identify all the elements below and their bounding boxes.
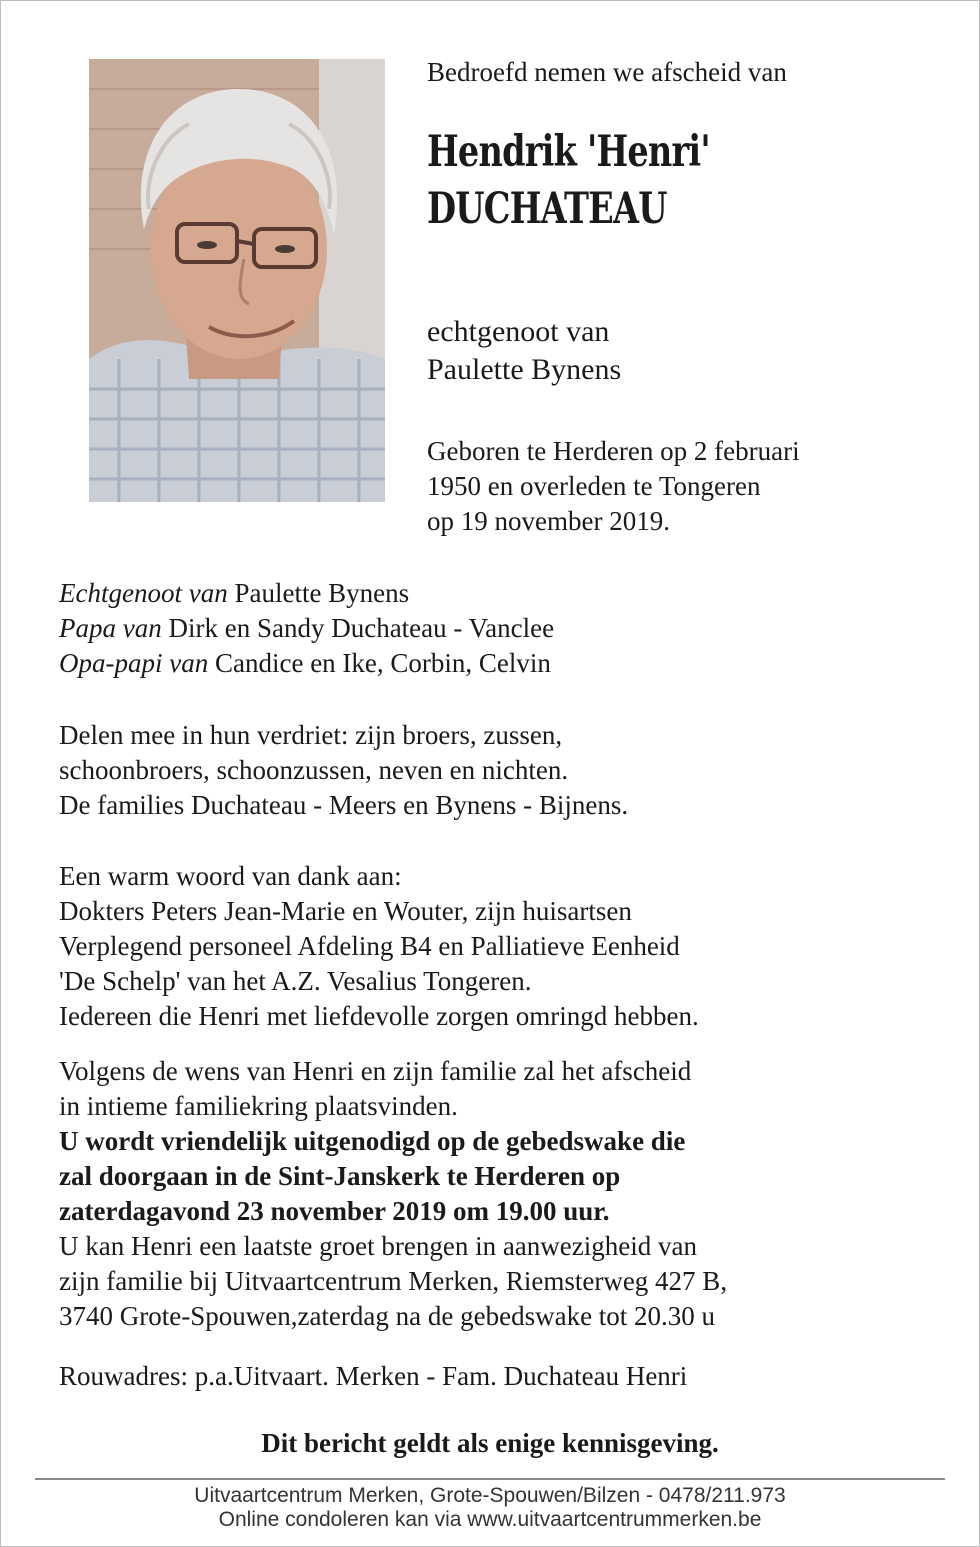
thanks-line: Verplegend personeel Afdeling B4 en Palliatieve Eenheid <box>59 931 680 961</box>
mourning-address: Rouwadres: p.a.Uitvaart. Merken - Fam. Duchateau Henri <box>59 1361 688 1391</box>
portrait-photo <box>89 59 385 502</box>
notice-text: Dit bericht geldt als enige kennisgeving. <box>261 1428 719 1458</box>
share-line: Delen mee in hun verdriet: zijn broers, zussen, <box>59 720 563 750</box>
thanks-block <box>59 859 939 1034</box>
born-line2: 1950 en overleden te Tongeren <box>427 471 761 501</box>
relation-line <box>59 611 939 646</box>
spouse-line2: Paulette Bynens <box>427 353 622 386</box>
spouse-block <box>427 313 947 389</box>
footer <box>0 1484 980 1532</box>
intro-text: Bedroefd nemen we afscheid van <box>427 57 787 87</box>
first-name: Hendrik 'Henri' <box>427 127 710 177</box>
born-line1: Geboren te Herderen op 2 februari <box>427 436 800 466</box>
relation-value: Dirk en Sandy Duchateau - Vanclee <box>161 613 555 643</box>
born-line3: op 19 november 2019. <box>427 506 670 536</box>
relation-value: Candice en Ike, Corbin, Celvin <box>208 648 551 678</box>
footer-contact: Uitvaartcentrum Merken, Grote-Spouwen/Bilzen - 0478/211.973 <box>194 1484 786 1507</box>
thanks-line: Iedereen die Henri met liefdevolle zorgen omringd hebben. <box>59 1001 699 1031</box>
thanks-line: 'De Schelp' van het A.Z. Vesalius Tongeren. <box>59 966 532 996</box>
wish-line: in intieme familiekring plaatsvinden. <box>59 1091 458 1121</box>
wish-line: Volgens de wens van Henri en zijn familie zal het afscheid <box>59 1056 692 1086</box>
relation-value: Paulette Bynens <box>227 578 410 608</box>
footer-website[interactable]: Online condoleren kan via www.uitvaartcentrummerken.be <box>218 1508 762 1531</box>
last-name: DUCHATEAU <box>427 184 667 234</box>
relation-label: Papa van <box>59 613 162 643</box>
share-line: schoonbroers, schoonzussen, neven en nichten. <box>59 755 569 785</box>
funeral-info-block <box>59 1054 939 1334</box>
relation-line <box>59 576 939 611</box>
vigil-line: U wordt vriendelijk uitgenodigd op de gebedswake die <box>59 1126 686 1156</box>
relation-line <box>59 646 939 681</box>
vigil-line: zaterdagavond 23 november 2019 om 19.00 uur. <box>59 1196 610 1226</box>
farewell-line: 3740 Grote-Spouwen,zaterdag na de gebedswake tot 20.30 u <box>59 1301 716 1331</box>
farewell-line: U kan Henri een laatste groet brengen in aanwezigheid van <box>59 1231 697 1261</box>
thanks-line: Een warm woord van dank aan: <box>59 861 402 891</box>
vigil-line: zal doorgaan in de Sint-Janskerk te Herderen op <box>59 1161 621 1191</box>
farewell-line: zijn familie bij Uitvaartcentrum Merken, Riemsterweg 427 B, <box>59 1266 728 1296</box>
thanks-line: Dokters Peters Jean-Marie en Wouter, zijn huisartsen <box>59 896 632 926</box>
deceased-name <box>427 124 973 238</box>
share-line: De families Duchateau - Meers en Bynens - Bijnens. <box>59 790 629 820</box>
spouse-line1: echtgenoot van <box>427 315 610 348</box>
relation-label: Echtgenoot van <box>59 578 228 608</box>
relation-label: Opa-papi van <box>59 648 209 678</box>
footer-divider <box>35 1478 945 1480</box>
relations-list <box>59 576 939 681</box>
birth-death-block <box>427 434 947 539</box>
share-grief-block <box>59 718 939 823</box>
